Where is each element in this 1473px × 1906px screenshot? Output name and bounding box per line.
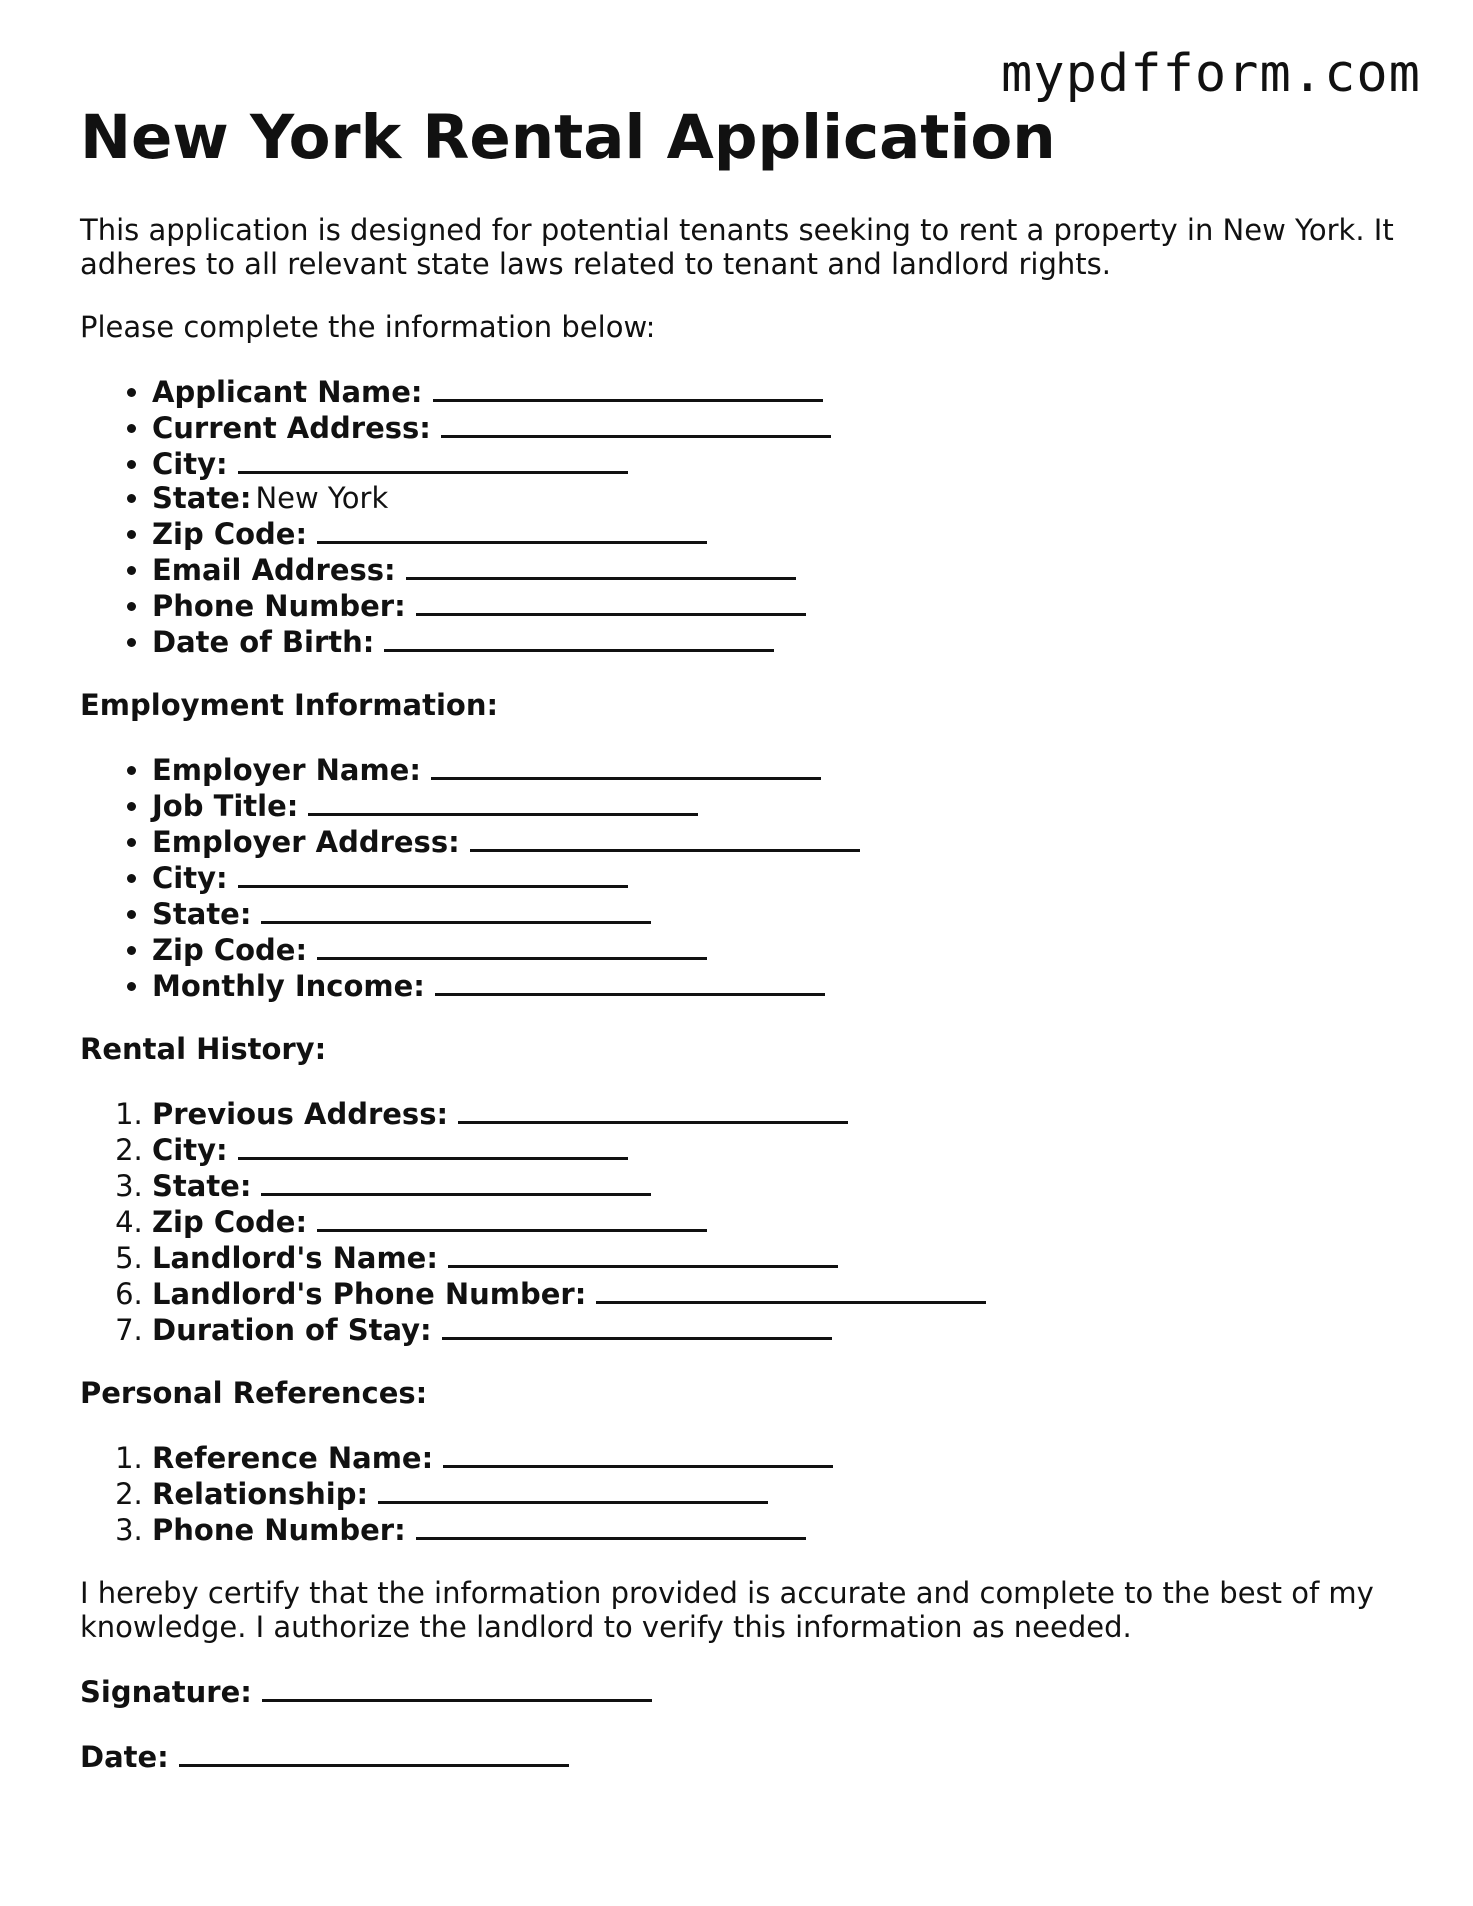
field-label: State: [152,897,252,931]
phone-number-blank[interactable] [416,587,806,616]
list-item [152,445,1410,481]
field-label: Applicant Name: [152,375,423,409]
instruction-text: Please complete the information below: [80,310,656,344]
field-label: Phone Number: [152,589,406,623]
certification-text: I hereby certify that the information provided is accurate and complete to the best of my knowledge. I authorize the landlord to verify this information as needed. [80,1576,1374,1644]
field-label: Zip Code: [152,933,308,967]
field-label: Landlord's Name: [152,1241,438,1275]
list-item [152,895,1410,931]
employment-fields-list [80,751,1410,1003]
list-item [152,551,1410,587]
date-blank[interactable] [179,1738,569,1767]
field-label: Duration of Stay: [152,1313,432,1347]
field-label: Landlord's Phone Number: [152,1277,587,1311]
list-item [152,409,1410,445]
field-label: Job Title: [152,789,299,823]
field-label: Previous Address: [152,1097,449,1131]
email-address-blank[interactable] [406,551,796,580]
field-label: City: [152,861,228,895]
page-title: New York Rental Application [80,102,1056,173]
field-label: Phone Number: [152,1513,406,1547]
list-item [152,587,1410,623]
employer-zip-blank[interactable] [317,931,707,960]
city-blank[interactable] [238,445,628,474]
list-item [152,1167,1410,1203]
signature-label: Signature: [80,1675,252,1709]
state-value: New York [255,481,389,515]
field-label: Email Address: [152,553,396,587]
list-item [152,1311,1410,1347]
field-label: Monthly Income: [152,969,425,1003]
employer-city-blank[interactable] [238,859,628,888]
employment-heading: Employment Information: [80,688,499,722]
list-item [152,1475,1410,1511]
previous-state-blank[interactable] [261,1167,651,1196]
form-page [80,103,1410,1774]
duration-of-stay-blank[interactable] [442,1311,832,1340]
field-label: City: [152,1133,228,1167]
date-of-birth-blank[interactable] [384,623,774,652]
reference-name-blank[interactable] [443,1439,833,1468]
employer-address-blank[interactable] [470,823,860,852]
list-item [152,1511,1410,1547]
landlord-name-blank[interactable] [448,1239,838,1268]
signature-blank[interactable] [262,1673,652,1702]
list-item [152,931,1410,967]
field-label: Relationship: [152,1477,369,1511]
list-item [152,967,1410,1003]
reference-phone-blank[interactable] [416,1511,806,1540]
zip-code-blank[interactable] [317,515,707,544]
field-label: Reference Name: [152,1441,434,1475]
field-label: Employer Address: [152,825,460,859]
previous-address-blank[interactable] [458,1095,848,1124]
list-item [152,787,1410,823]
list-item [152,1439,1410,1475]
date-row [80,1738,1410,1774]
rental-history-list [80,1095,1410,1347]
rental-history-heading: Rental History: [80,1032,327,1066]
list-item [152,1203,1410,1239]
field-label: City: [152,447,228,481]
intro-paragraph: This application is designed for potential tenants seeking to rent a property in New York. It adheres to all relevant state laws related to tenant and landlord rights. [80,213,1394,281]
landlord-phone-blank[interactable] [596,1275,986,1304]
date-label: Date: [80,1740,169,1774]
employer-name-blank[interactable] [431,751,821,780]
list-item [152,373,1410,409]
list-item [152,1239,1410,1275]
field-label: State: [152,1169,252,1203]
references-list [80,1439,1410,1547]
applicant-fields-list [80,373,1410,659]
current-address-blank[interactable] [441,409,831,438]
field-label: State: [152,481,252,515]
list-item [152,1095,1410,1131]
references-heading: Personal References: [80,1376,428,1410]
monthly-income-blank[interactable] [435,967,825,996]
applicant-name-blank[interactable] [433,373,823,402]
previous-zip-blank[interactable] [317,1203,707,1232]
field-label: Employer Name: [152,753,421,787]
list-item [152,1131,1410,1167]
list-item [152,751,1410,787]
signature-row [80,1673,1410,1709]
employer-state-blank[interactable] [261,895,651,924]
list-item [152,481,1410,515]
field-label: Zip Code: [152,517,308,551]
field-label: Current Address: [152,411,431,445]
job-title-blank[interactable] [308,787,698,816]
list-item [152,823,1410,859]
relationship-blank[interactable] [378,1475,768,1504]
list-item [152,623,1410,659]
watermark: mypdfform.com [1001,44,1421,104]
list-item [152,515,1410,551]
list-item [152,1275,1410,1311]
field-label: Zip Code: [152,1205,308,1239]
field-label: Date of Birth: [152,625,375,659]
previous-city-blank[interactable] [238,1131,628,1160]
list-item [152,859,1410,895]
